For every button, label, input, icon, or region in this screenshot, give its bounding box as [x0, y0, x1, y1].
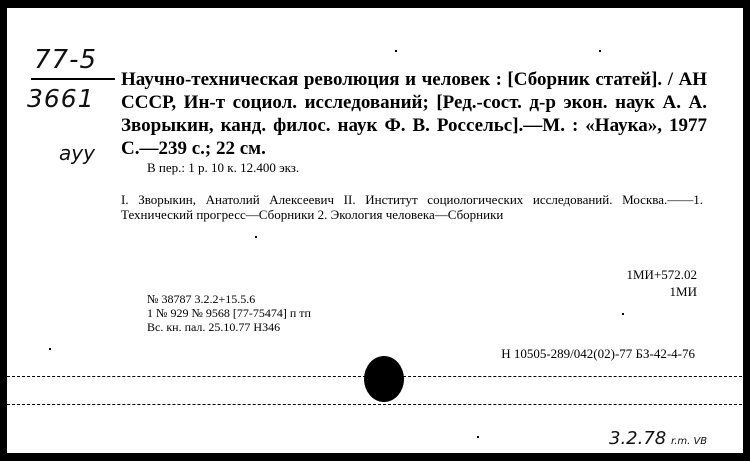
- classification-code-1: 1МИ+572.02: [626, 267, 697, 282]
- print-speck: [49, 348, 51, 350]
- print-speck: [255, 236, 257, 238]
- price-line: В пер.: 1 р. 10 к. 12.400 экз.: [147, 160, 300, 175]
- imprint-line-2: 1 № 929 № 9568 [77-75474] п тп: [147, 306, 311, 320]
- shelf-mark-bottom: 3661: [27, 84, 95, 113]
- margin-handwritten-mark: ayy: [59, 141, 95, 165]
- imprint-block: [147, 292, 311, 334]
- handwritten-date-note-tail: r.m. VB: [671, 436, 708, 447]
- print-speck: [477, 436, 479, 438]
- title-block: Научно-техническая революция и человек : [Сборник статей]. / АН СССР, Ин-т социол. исследований; [Ред.-сост. д-р экон. наук А. А. Зворыкин, канд. филос. наук Ф. В. Россельс].—М. : «Наука», 1977 С.—239 с.; 22 см.: [121, 69, 707, 159]
- handwritten-date-note: 3.2.78: [609, 428, 667, 449]
- card-punch-hole: [364, 356, 404, 402]
- classification-code-2: 1МИ: [669, 284, 697, 299]
- classification-codes: [626, 266, 697, 300]
- shelf-mark-top: 77-5: [34, 45, 98, 75]
- tracings: I. Зворыкин, Анатолий Алексеевич II. Институт социологических исследований. Москва.——1. Технический прогресс—Сборники 2. Экология человека—Сборники: [121, 192, 703, 222]
- print-speck: [395, 50, 397, 52]
- print-speck: [622, 313, 624, 315]
- shelf-mark-underline: [31, 78, 115, 80]
- catalog-card: [5, 6, 745, 455]
- print-speck: [599, 50, 601, 52]
- dashed-rule-lower: [7, 404, 745, 405]
- imprint-line-3: Вс. кн. пал. 25.10.77 Н346: [147, 320, 281, 334]
- publisher-code: Н 10505-289/042(02)-77 БЗ-42-4-76: [501, 346, 695, 361]
- imprint-line-1: № 38787 3.2.2+15.5.6: [147, 292, 256, 306]
